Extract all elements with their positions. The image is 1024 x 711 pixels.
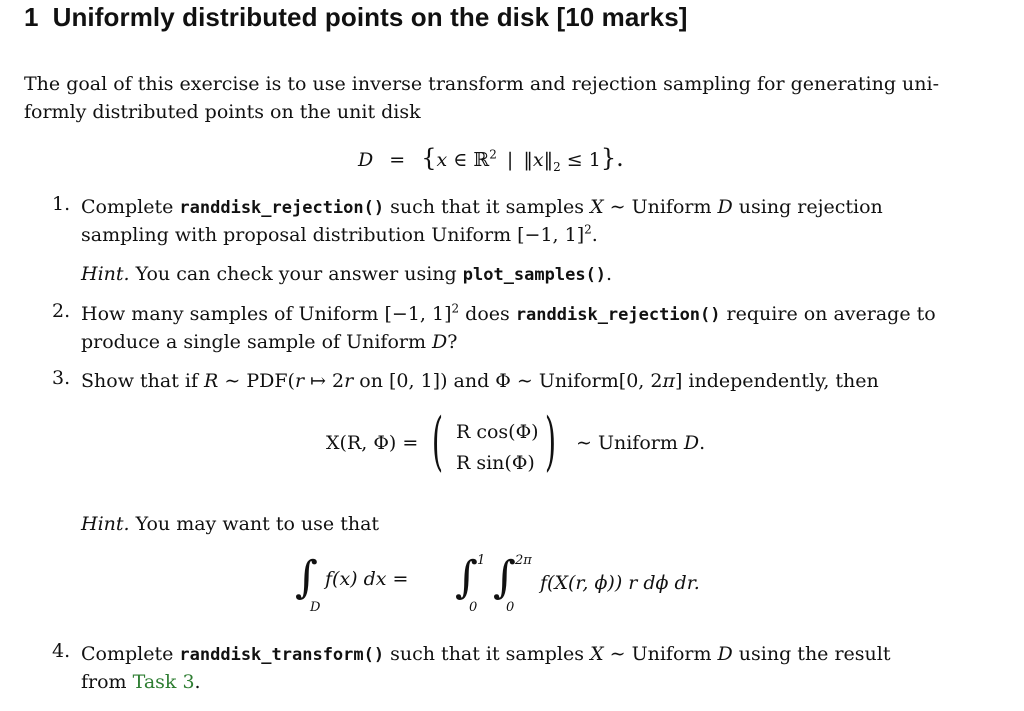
x-eq-rhs	[576, 432, 705, 454]
var-pi: π	[662, 370, 675, 392]
item-4-line-1	[81, 640, 891, 669]
text: does	[459, 303, 516, 325]
vector-row-2: R sin(Φ)	[456, 452, 535, 474]
var-x: x	[436, 149, 448, 171]
hint-label: Hint.	[81, 513, 130, 535]
set-close: }.	[600, 144, 624, 172]
var-r: r	[344, 370, 354, 392]
var-D: D	[683, 432, 700, 454]
text: ∼ Uniform	[576, 432, 684, 454]
integral-sub-D: D	[310, 600, 321, 615]
text: on [0, 1]) and Φ ∼ Uniform[0, 2	[353, 370, 663, 392]
var-R: R	[204, 370, 219, 392]
integral-phi-upper: 2π	[515, 553, 532, 568]
text: such that it samples	[384, 643, 591, 665]
exp: 2	[584, 222, 592, 237]
text: using rejection	[732, 196, 883, 218]
item-3-number: 3.	[52, 367, 71, 389]
task-3-link[interactable]: Task 3	[132, 671, 195, 693]
text: .	[591, 224, 598, 246]
section-number: 1	[24, 2, 39, 32]
item-2-number: 2.	[52, 300, 71, 322]
var-D: D	[432, 331, 448, 353]
text: from	[81, 671, 133, 693]
eq-lhs: D	[358, 149, 374, 171]
section-title: Uniformly distributed points on the disk [10 marks]	[52, 2, 688, 32]
text: Complete	[81, 643, 180, 665]
text: .	[699, 432, 706, 454]
leq-one: ≤ 1	[566, 149, 601, 171]
disk-equation	[358, 144, 624, 172]
x-eq-lhs: X(R, Φ) =	[326, 432, 419, 454]
norm-var: x	[532, 149, 544, 171]
code-randdisk-rejection: randdisk_rejection()	[515, 305, 721, 325]
item-2-line-2	[81, 328, 457, 356]
eq-sign: =	[389, 149, 406, 171]
text: Complete	[81, 196, 180, 218]
integral-r-upper: 1	[477, 553, 486, 568]
vector-right-paren: )	[544, 405, 557, 479]
hint-2	[81, 510, 379, 538]
reals-exp: 2	[489, 147, 497, 162]
hint-1	[81, 260, 612, 289]
var-X: X	[590, 643, 604, 665]
text: You can check your answer using	[129, 263, 463, 285]
text: ?	[447, 331, 458, 353]
code-randdisk-rejection: randdisk_rejection()	[179, 198, 385, 218]
integral-rhs: f(X(r, ϕ)) r dϕ dr.	[540, 572, 700, 594]
exp: 2	[451, 301, 460, 316]
text: .	[194, 671, 201, 693]
var-X: X	[590, 196, 604, 218]
var-D: D	[717, 643, 733, 665]
text: ∼ Uniform	[603, 196, 718, 218]
such-that-bar: |	[506, 149, 514, 171]
item-1-line-2	[81, 221, 598, 249]
text: You may want to use that	[129, 513, 380, 535]
item-3-line-1	[81, 367, 879, 395]
section-heading	[24, 2, 688, 33]
integral-sign-D: ∫	[295, 552, 318, 603]
text: ∼ PDF(	[218, 370, 295, 392]
intro-line-2: formly distributed points on the unit disk	[24, 101, 421, 123]
text: such that it samples	[384, 196, 591, 218]
in-reals: ∈ ℝ	[453, 149, 490, 171]
text: Show that if	[81, 370, 205, 392]
set-open: {	[421, 144, 437, 172]
norm-open: ‖	[523, 149, 533, 171]
item-1-number: 1.	[52, 193, 71, 215]
integral-lhs	[325, 568, 408, 590]
item-2-line-1	[81, 300, 936, 329]
vector-left-paren: (	[431, 405, 444, 479]
text: How many samples of Uniform [−1, 1]	[81, 303, 452, 325]
var-r: r	[294, 370, 305, 392]
code-plot-samples: plot_samples()	[462, 265, 607, 285]
text: using the result	[732, 643, 891, 665]
item-1-line-1	[81, 193, 883, 222]
vector-row-1: R cos(Φ)	[456, 421, 539, 443]
intro-line-1: The goal of this exercise is to use inverse transform and rejection sampling for generating uni-	[24, 73, 939, 95]
text: require on average to	[720, 303, 936, 325]
integral-sign-phi: ∫	[493, 552, 516, 603]
text: sampling with proposal distribution Uniform [−1, 1]	[81, 224, 585, 246]
integral-r-lower: 0	[469, 600, 478, 615]
var-D: D	[717, 196, 733, 218]
norm-close: ‖	[543, 149, 554, 171]
text: ] independently, then	[674, 370, 879, 392]
item-4-line-2	[81, 668, 201, 696]
norm-sub: 2	[553, 159, 561, 174]
item-4-number: 4.	[52, 640, 71, 662]
text: ∼ Uniform	[603, 643, 718, 665]
code-randdisk-transform: randdisk_transform()	[179, 645, 385, 665]
text: produce a single sample of Uniform	[81, 331, 433, 353]
integral-sign-r: ∫	[455, 552, 478, 603]
text: ↦ 2	[304, 370, 345, 392]
hint-label: Hint.	[81, 263, 130, 285]
integral-phi-lower: 0	[506, 600, 515, 615]
text: .	[606, 263, 613, 285]
text: f(x) dx =	[325, 568, 409, 590]
